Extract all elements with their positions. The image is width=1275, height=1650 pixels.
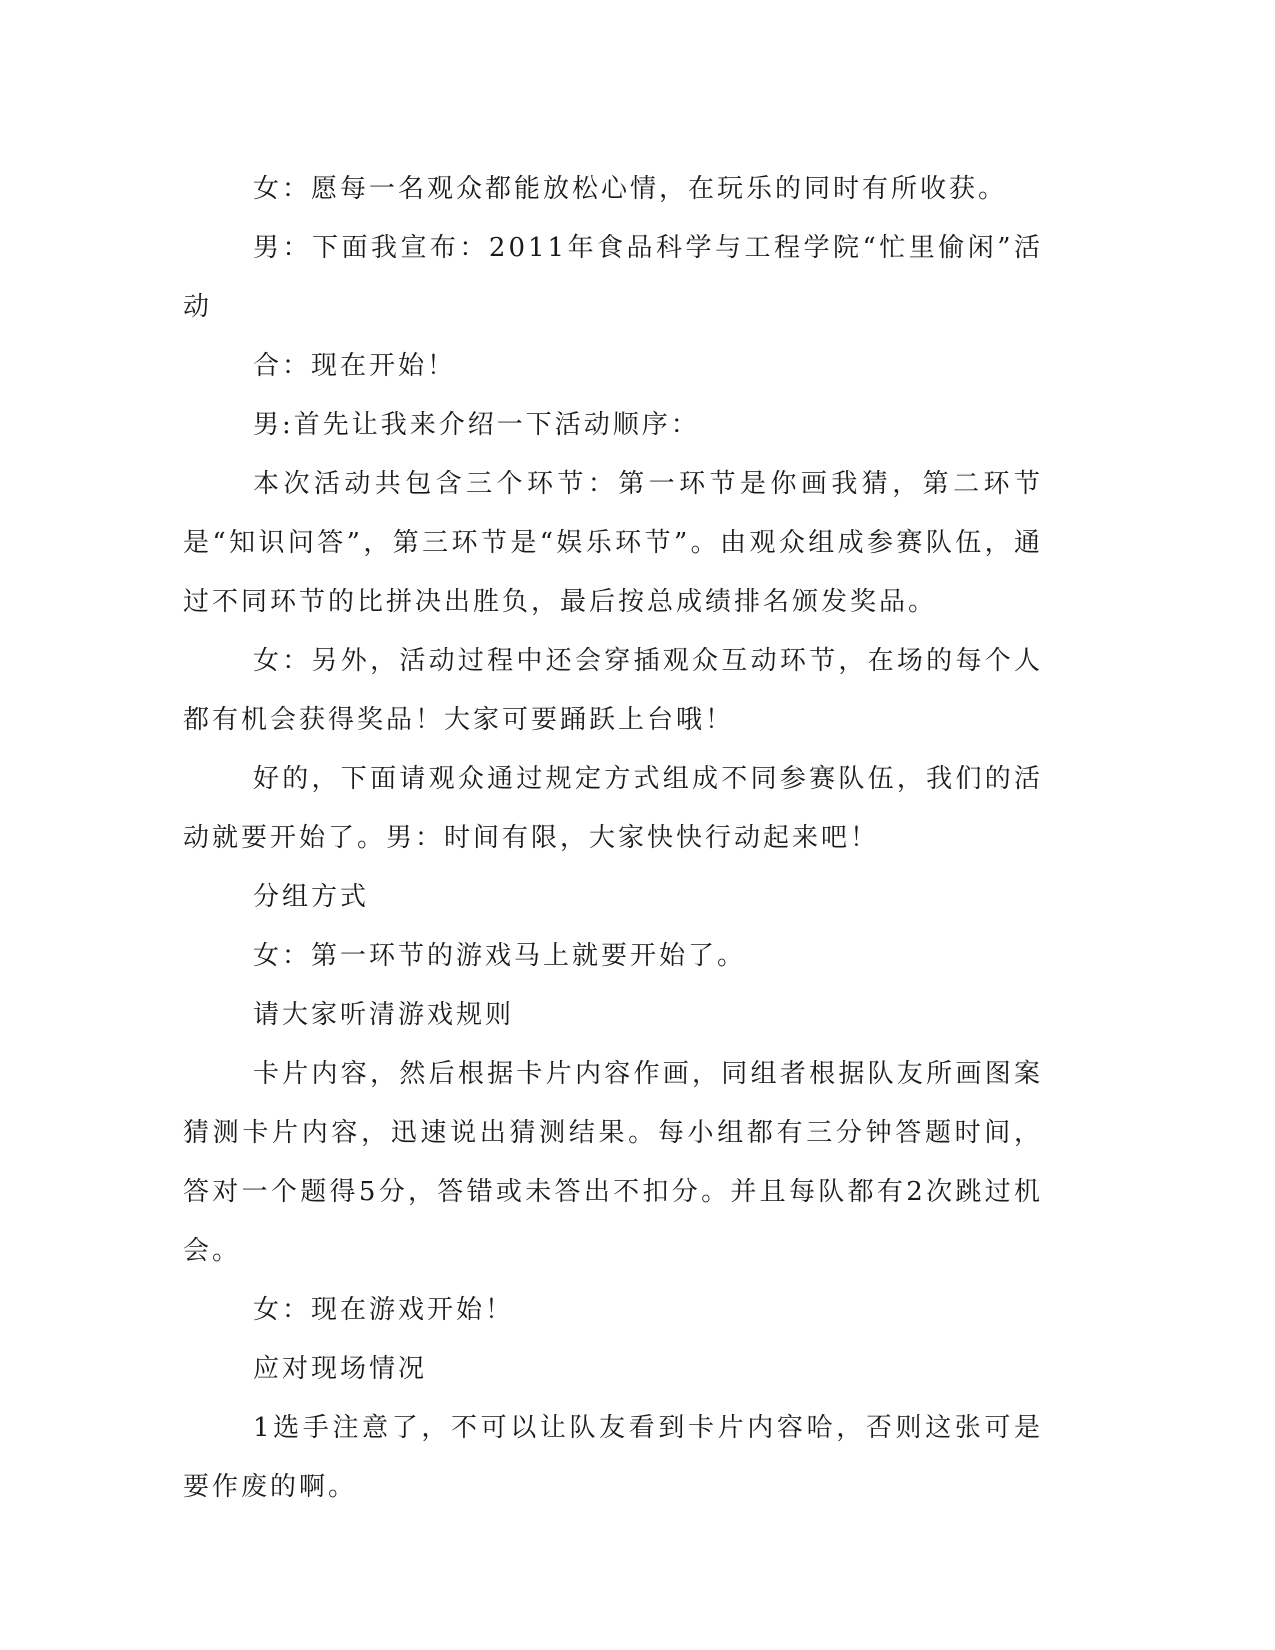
paragraph: 合：现在开始！ bbox=[253, 351, 457, 381]
paragraph: 女：另外，活动过程中还会穿插观众互动环节，在场的每个人都有机会获得奖品！大家可要踊跃上台哦！ bbox=[183, 646, 1043, 735]
paragraph: 女：愿每一名观众都能放松心情，在玩乐的同时有所收获。 bbox=[253, 174, 1008, 204]
paragraph: 分组方式 bbox=[253, 882, 370, 912]
paragraph: 女：第一环节的游戏马上就要开始了。 bbox=[253, 941, 747, 971]
paragraph: 男:首先让我来介绍一下活动顺序： bbox=[253, 410, 700, 440]
paragraph: 请大家听清游戏规则 bbox=[253, 1000, 515, 1030]
paragraph: 本次活动共包含三个环节：第一环节是你画我猜，第二环节是“知识问答”，第三环节是“娱乐环节”。由观众组成参赛队伍，通过不同环节的比拼决出胜负，最后按总成绩排名颁发奖品。 bbox=[183, 469, 1043, 617]
paragraph: 男：下面我宣布：2011年食品科学与工程学院“忙里偷闲”活动 bbox=[183, 233, 1043, 322]
paragraph: 1选手注意了，不可以让队友看到卡片内容哈，否则这张可是要作废的啊。 bbox=[183, 1413, 1043, 1502]
paragraph: 女：现在游戏开始！ bbox=[253, 1295, 515, 1325]
paragraph: 应对现场情况 bbox=[253, 1354, 428, 1384]
paragraph: 好的，下面请观众通过规定方式组成不同参赛队伍，我们的活动就要开始了。男：时间有限，大家快快行动起来吧！ bbox=[183, 764, 1043, 853]
document-body bbox=[183, 160, 1043, 1517]
paragraph: 卡片内容，然后根据卡片内容作画，同组者根据队友所画图案猜测卡片内容，迅速说出猜测结果。每小组都有三分钟答题时间，答对一个题得5分，答错或未答出不扣分。并且每队都有2次跳过机会。 bbox=[183, 1059, 1043, 1266]
